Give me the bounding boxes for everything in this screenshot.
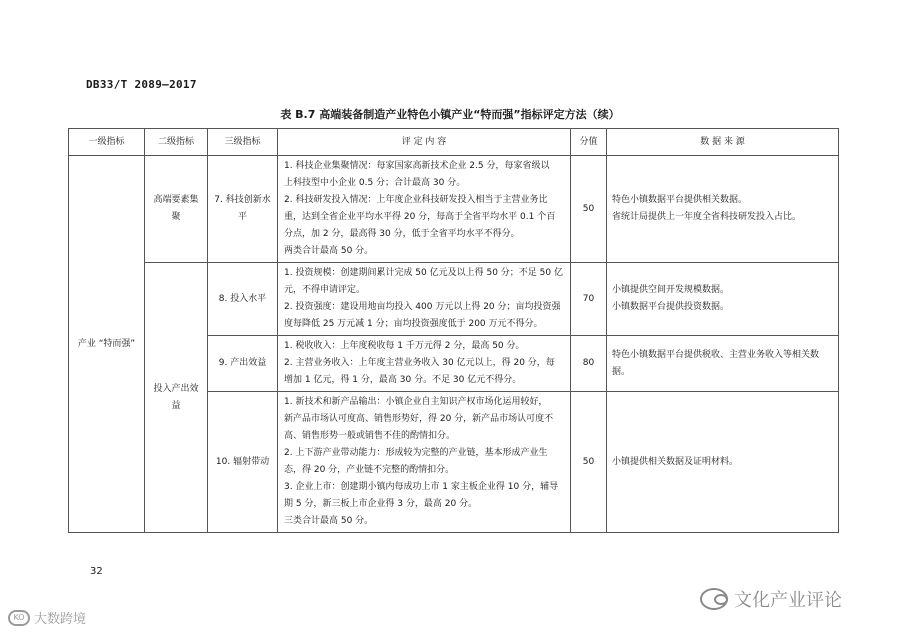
brand-right-label: 文化产业评论 [734,590,842,611]
content-line: 2. 上下游产业带动能力：形成较为完整的产业链，基本形成产业生 [284,448,548,458]
table-title: 表 B.7 高端装备制造产业特色小镇产业“特而强”指标评定方法（续） [280,108,620,121]
content-line: 分点，加 2 分，最高得 30 分，低于全省平均水平不得分。 [284,229,520,239]
source-cell [607,392,839,533]
source-line: 小镇提供空间开发规模数据。 [612,285,730,295]
source-line: 特色小镇数据平台提供相关数据。 [612,195,748,205]
content-line: 态，得 20 分，产业链不完整的酌情扣分。 [284,465,455,475]
score-cell: 50 [571,156,607,263]
column-header: 二级指标 [145,129,208,156]
table-row [69,263,839,336]
content-line: 2. 投资强度：建设用地亩均投入 400 万元以上得 20 分；亩均投资强 [284,302,561,312]
score-cell: 50 [571,392,607,533]
level3-cell: 7. 科技创新水平 [208,156,278,263]
column-header: 三级指标 [208,129,278,156]
content-line: 三类合计最高 50 分。 [284,516,374,526]
score-cell: 80 [571,336,607,392]
content-line: 1. 科技企业集聚情况：每家国家高新技术企业 2.5 分，每家省级以 [284,161,550,171]
watermark-right [700,586,842,612]
column-header: 评 定 内 容 [278,129,571,156]
page-number: 32 [90,566,103,577]
content-line: 两类合计最高 50 分。 [284,246,374,256]
wechat-icon [700,588,728,610]
content-line: 度每降低 25 万元减 1 分；亩均投资强度低于 200 万元不得分。 [284,319,543,329]
content-line: 1. 新技术和新产品输出：小镇企业自主知识产权市场化运用较好， [284,397,548,407]
source-cell [607,336,839,392]
watermark-left [8,608,86,627]
level2-cell: 投入产出效益 [145,263,208,533]
content-line: 新产品市场认可度高、销售形势好，得 20 分，新产品市场认可度不 [284,414,554,424]
source-line: 特色小镇数据平台提供税收、主营业务收入等相关数据。 [612,349,820,377]
content-cell [278,336,571,392]
content-line: 增加 1 亿元，得 1 分，最高 30 分。不足 30 亿元不得分。 [284,375,522,385]
content-line: 高、销售形势一般或销售不佳的酌情扣分。 [284,431,456,441]
source-line: 省统计局提供上一年度全省科技研发投入占比。 [612,212,802,222]
brand-logo-icon: KO [8,610,30,626]
column-header: 分值 [571,129,607,156]
content-cell [278,156,571,263]
content-cell [278,263,571,336]
source-cell [607,263,839,336]
column-header: 一级指标 [69,129,145,156]
content-line: 2. 主营业务收入：上年度主营业务收入 30 亿元以上，得 20 分，每 [284,358,555,368]
source-line: 小镇数据平台提供投资数据。 [612,302,730,312]
source-line: 小镇提供相关数据及证明材料。 [612,456,739,467]
content-line: 2. 科技研发投入情况：上年度企业科技研发投入相当于主营业务比 [284,195,548,205]
level1-cell: 产业 “特而强” [69,156,145,533]
content-line: 元，不得申请评定。 [284,285,366,295]
content-line: 上科技型中小企业 0.5 分；合计最高 30 分。 [284,178,466,188]
content-line: 期 5 分，新三板上市企业得 3 分，最高 20 分。 [284,499,478,509]
score-cell: 70 [571,263,607,336]
table-row [69,156,839,263]
table-header-row [69,129,839,156]
content-line: 1. 投资规模：创建期间累计完成 50 亿元及以上得 50 分；不足 50 亿 [284,268,563,278]
document-id: DB33/T 2089—2017 [86,78,197,91]
level2-cell: 高端要素集聚 [145,156,208,263]
content-line: 重，达到全省企业平均水平得 20 分，每高于全省平均水平 0.1 个百 [284,212,556,222]
content-line: 1. 税收收入：上年度税收每 1 千万元得 2 分，最高 50 分。 [284,341,525,351]
brand-left-label: 大数跨境 [34,612,87,627]
content-line: 3. 企业上市：创建期小镇内每成功上市 1 家主板企业得 10 分，辅导 [284,482,559,492]
column-header: 数 据 来 源 [607,129,839,156]
level3-cell: 9. 产出效益 [208,336,278,392]
level3-cell: 10. 辐射带动 [208,392,278,533]
level3-cell: 8. 投入水平 [208,263,278,336]
evaluation-table [68,128,839,533]
content-cell [278,392,571,533]
source-cell [607,156,839,263]
